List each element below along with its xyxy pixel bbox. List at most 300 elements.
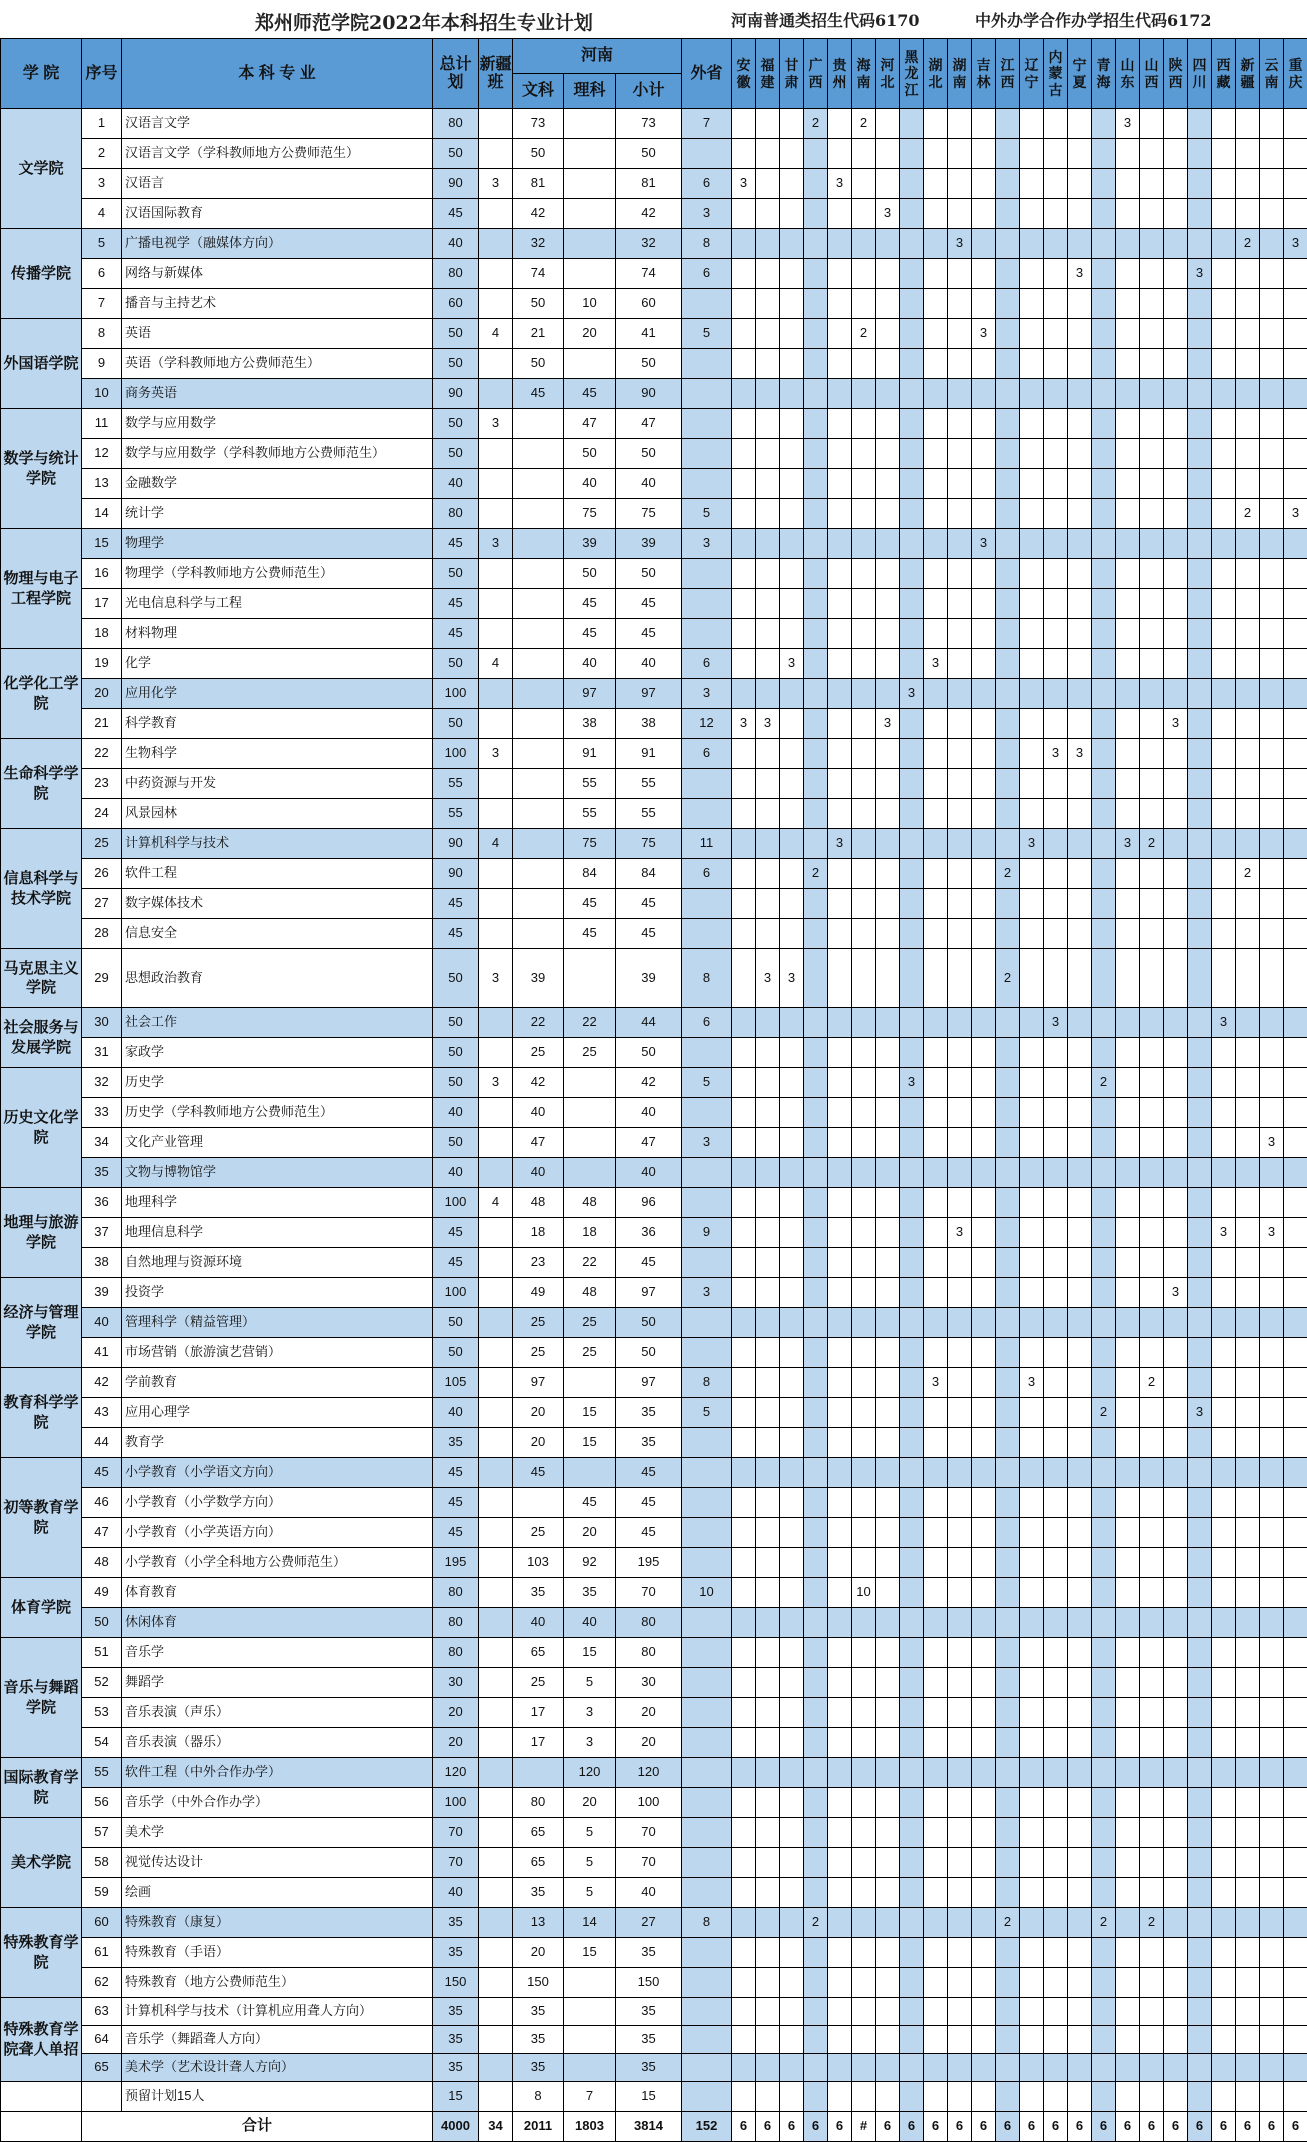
province-count bbox=[1020, 1698, 1044, 1728]
province-count bbox=[828, 1758, 852, 1788]
province-count bbox=[1140, 1758, 1164, 1788]
province-count bbox=[1212, 1158, 1236, 1188]
province-count bbox=[1068, 1728, 1092, 1758]
header-province: 河北 bbox=[876, 39, 900, 109]
province-count bbox=[780, 1548, 804, 1578]
province-count bbox=[924, 559, 948, 589]
out-province-total: 7 bbox=[682, 109, 732, 139]
province-count bbox=[876, 949, 900, 1008]
province-count bbox=[1092, 1758, 1116, 1788]
out-province-total: 3 bbox=[682, 1128, 732, 1158]
province-count bbox=[876, 379, 900, 409]
province-count bbox=[828, 229, 852, 259]
row-no: 4 bbox=[82, 199, 122, 229]
province-count bbox=[876, 1368, 900, 1398]
total-plan: 45 bbox=[433, 1518, 479, 1548]
subtotal: 97 bbox=[616, 1278, 682, 1308]
province-count bbox=[1260, 769, 1284, 799]
province-count bbox=[828, 709, 852, 739]
province-count bbox=[756, 1338, 780, 1368]
province-count bbox=[876, 1488, 900, 1518]
province-count bbox=[804, 199, 828, 229]
province-count bbox=[876, 1968, 900, 1998]
province-count bbox=[804, 1698, 828, 1728]
total-wen: 2011 bbox=[513, 2112, 564, 2142]
wen-count bbox=[513, 559, 564, 589]
province-count bbox=[972, 469, 996, 499]
province-count bbox=[732, 469, 756, 499]
province-count bbox=[1260, 1248, 1284, 1278]
province-count bbox=[1164, 1938, 1188, 1968]
total-total: 4000 bbox=[433, 2112, 479, 2142]
province-count bbox=[756, 109, 780, 139]
province-count bbox=[1188, 229, 1212, 259]
out-province-total bbox=[682, 1458, 732, 1488]
province-count bbox=[948, 739, 972, 769]
province-count bbox=[1116, 409, 1140, 439]
province-count bbox=[972, 739, 996, 769]
province-count bbox=[828, 1638, 852, 1668]
out-province-total bbox=[682, 1938, 732, 1968]
province-count bbox=[996, 1218, 1020, 1248]
table-row bbox=[1, 1968, 1307, 1998]
college-empty bbox=[1, 2112, 82, 2142]
province-count bbox=[1116, 379, 1140, 409]
province-count bbox=[1284, 1998, 1307, 2026]
row-no: 59 bbox=[82, 1878, 122, 1908]
province-count bbox=[1092, 349, 1116, 379]
province-count bbox=[1020, 1788, 1044, 1818]
major-name: 市场营销（旅游演艺营销） bbox=[122, 1338, 433, 1368]
province-count bbox=[732, 529, 756, 559]
province-count bbox=[780, 259, 804, 289]
province-count bbox=[1260, 589, 1284, 619]
province-count bbox=[1092, 409, 1116, 439]
province-count bbox=[900, 1818, 924, 1848]
major-name: 广播电视学（融媒体方向） bbox=[122, 229, 433, 259]
province-count bbox=[1164, 1128, 1188, 1158]
major-name: 小学教育（小学数学方向） bbox=[122, 1488, 433, 1518]
province-count bbox=[1044, 1878, 1068, 1908]
college-name: 社会服务与发展学院 bbox=[1, 1008, 82, 1068]
province-count bbox=[900, 499, 924, 529]
wen-count bbox=[513, 709, 564, 739]
province-count bbox=[1284, 919, 1307, 949]
province-count bbox=[1068, 1548, 1092, 1578]
province-count bbox=[924, 1698, 948, 1728]
province-count bbox=[1116, 559, 1140, 589]
college-name: 数学与统计学院 bbox=[1, 409, 82, 529]
province-count bbox=[1092, 1098, 1116, 1128]
province-count: 3 bbox=[948, 1218, 972, 1248]
province-count bbox=[1068, 2026, 1092, 2054]
header-province: 湖北 bbox=[924, 39, 948, 109]
province-count bbox=[1116, 1608, 1140, 1638]
province-count bbox=[1116, 289, 1140, 319]
province-count bbox=[1116, 1248, 1140, 1278]
province-count bbox=[948, 289, 972, 319]
province-count bbox=[780, 1398, 804, 1428]
province-count bbox=[1020, 649, 1044, 679]
province-count bbox=[1140, 1428, 1164, 1458]
province-count bbox=[804, 1008, 828, 1038]
province-count bbox=[1116, 199, 1140, 229]
province-count bbox=[1236, 1218, 1260, 1248]
major-name: 小学教育（小学全科地方公费师范生） bbox=[122, 1548, 433, 1578]
table-row bbox=[1, 1668, 1307, 1698]
province-count bbox=[1044, 1098, 1068, 1128]
province-count bbox=[1068, 199, 1092, 229]
province-count bbox=[948, 499, 972, 529]
province-count bbox=[828, 919, 852, 949]
major-name: 生物科学 bbox=[122, 739, 433, 769]
row-no: 53 bbox=[82, 1698, 122, 1728]
province-count bbox=[996, 409, 1020, 439]
province-count bbox=[924, 1578, 948, 1608]
province-count bbox=[828, 1248, 852, 1278]
province-count bbox=[1068, 1788, 1092, 1818]
out-province-total: 5 bbox=[682, 499, 732, 529]
subtotal: 75 bbox=[616, 829, 682, 859]
table-row bbox=[1, 769, 1307, 799]
province-count bbox=[1116, 1578, 1140, 1608]
province-count bbox=[852, 919, 876, 949]
subtotal: 20 bbox=[616, 1698, 682, 1728]
province-count bbox=[1020, 1518, 1044, 1548]
college-name: 物理与电子工程学院 bbox=[1, 529, 82, 649]
major-name: 应用化学 bbox=[122, 679, 433, 709]
province-count bbox=[1044, 169, 1068, 199]
province-count bbox=[1020, 1188, 1044, 1218]
province-count bbox=[1092, 1518, 1116, 1548]
province-count bbox=[732, 2082, 756, 2112]
province-count bbox=[756, 1188, 780, 1218]
province-count bbox=[1068, 349, 1092, 379]
province-count bbox=[1092, 1728, 1116, 1758]
major-name: 信息安全 bbox=[122, 919, 433, 949]
province-count bbox=[1212, 769, 1236, 799]
total-plan: 50 bbox=[433, 1338, 479, 1368]
xinjiang-count bbox=[479, 1218, 513, 1248]
province-count bbox=[1164, 769, 1188, 799]
province-count: 3 bbox=[828, 169, 852, 199]
province-count bbox=[1260, 1278, 1284, 1308]
province-count bbox=[996, 379, 1020, 409]
province-count bbox=[828, 1158, 852, 1188]
out-province-total: 6 bbox=[682, 1008, 732, 1038]
header-province: 吉林 bbox=[972, 39, 996, 109]
province-count bbox=[852, 1908, 876, 1938]
row-no: 36 bbox=[82, 1188, 122, 1218]
province-count bbox=[756, 649, 780, 679]
subtotal: 41 bbox=[616, 319, 682, 349]
province-count bbox=[732, 1608, 756, 1638]
province-count bbox=[1284, 769, 1307, 799]
province-count bbox=[732, 1218, 756, 1248]
subtotal: 97 bbox=[616, 679, 682, 709]
province-count bbox=[876, 139, 900, 169]
subtotal: 81 bbox=[616, 169, 682, 199]
wen-count: 50 bbox=[513, 289, 564, 319]
major-name: 特殊教育（手语） bbox=[122, 1938, 433, 1968]
province-count bbox=[1284, 469, 1307, 499]
row-no: 38 bbox=[82, 1248, 122, 1278]
province-count bbox=[1188, 1968, 1212, 1998]
li-count: 50 bbox=[564, 559, 616, 589]
province-count bbox=[1212, 469, 1236, 499]
province-count bbox=[1236, 739, 1260, 769]
province-count bbox=[1044, 1278, 1068, 1308]
province-count bbox=[780, 169, 804, 199]
row-no: 65 bbox=[82, 2054, 122, 2082]
total-plan: 50 bbox=[433, 949, 479, 1008]
province-count bbox=[1188, 109, 1212, 139]
province-count bbox=[1068, 919, 1092, 949]
province-total: 6 bbox=[948, 2112, 972, 2142]
province-count bbox=[1188, 1728, 1212, 1758]
province-count bbox=[1044, 1578, 1068, 1608]
province-count bbox=[900, 1878, 924, 1908]
province-count bbox=[948, 169, 972, 199]
wen-count bbox=[513, 1488, 564, 1518]
province-count bbox=[1260, 949, 1284, 1008]
province-count bbox=[1068, 1368, 1092, 1398]
province-count bbox=[900, 769, 924, 799]
province-count bbox=[1284, 349, 1307, 379]
province-count bbox=[972, 1578, 996, 1608]
province-count bbox=[900, 1698, 924, 1728]
province-count bbox=[948, 2082, 972, 2112]
province-count bbox=[1284, 949, 1307, 1008]
wen-count: 20 bbox=[513, 1938, 564, 1968]
province-count bbox=[1164, 1968, 1188, 1998]
province-count: 3 bbox=[1164, 709, 1188, 739]
province-count bbox=[1044, 229, 1068, 259]
province-count bbox=[1068, 1608, 1092, 1638]
province-count bbox=[1188, 1428, 1212, 1458]
province-count bbox=[804, 889, 828, 919]
province-count bbox=[900, 319, 924, 349]
province-count bbox=[996, 1458, 1020, 1488]
row-no: 62 bbox=[82, 1968, 122, 1998]
province-count bbox=[1260, 1908, 1284, 1938]
table-row bbox=[1, 1068, 1307, 1098]
province-count bbox=[1092, 1218, 1116, 1248]
out-province-total bbox=[682, 1848, 732, 1878]
province-count bbox=[924, 529, 948, 559]
out-province-total bbox=[682, 1758, 732, 1788]
province-count bbox=[732, 1878, 756, 1908]
out-province-total bbox=[682, 1188, 732, 1218]
province-count bbox=[996, 139, 1020, 169]
province-count bbox=[732, 1908, 756, 1938]
table-row bbox=[1, 949, 1307, 1008]
province-count bbox=[876, 1038, 900, 1068]
province-count bbox=[1068, 1878, 1092, 1908]
wen-count: 18 bbox=[513, 1218, 564, 1248]
province-count bbox=[1140, 559, 1164, 589]
province-count bbox=[828, 1308, 852, 1338]
province-count: 2 bbox=[996, 949, 1020, 1008]
province-count bbox=[1092, 1578, 1116, 1608]
wen-count: 48 bbox=[513, 1188, 564, 1218]
province-count bbox=[852, 1848, 876, 1878]
province-count bbox=[876, 1308, 900, 1338]
province-count bbox=[1164, 1008, 1188, 1038]
province-count bbox=[1236, 529, 1260, 559]
province-count: 3 bbox=[780, 949, 804, 1008]
subtotal: 80 bbox=[616, 1608, 682, 1638]
province-count bbox=[780, 1998, 804, 2026]
province-count bbox=[1116, 1488, 1140, 1518]
province-count bbox=[852, 529, 876, 559]
province-count bbox=[1260, 169, 1284, 199]
province-count bbox=[804, 1788, 828, 1818]
province-count bbox=[876, 649, 900, 679]
province-count bbox=[756, 859, 780, 889]
province-count bbox=[732, 919, 756, 949]
province-count bbox=[1188, 319, 1212, 349]
province-count: 3 bbox=[1188, 259, 1212, 289]
province-count bbox=[1212, 679, 1236, 709]
table-row bbox=[1, 199, 1307, 229]
province-count bbox=[732, 379, 756, 409]
province-count bbox=[972, 709, 996, 739]
province-count bbox=[1284, 1068, 1307, 1098]
province-count bbox=[924, 1548, 948, 1578]
province-count bbox=[1188, 649, 1212, 679]
xinjiang-count bbox=[479, 379, 513, 409]
subtotal: 96 bbox=[616, 1188, 682, 1218]
province-count bbox=[972, 1278, 996, 1308]
college-name: 音乐与舞蹈学院 bbox=[1, 1638, 82, 1758]
province-count bbox=[1164, 859, 1188, 889]
province-count bbox=[1284, 1638, 1307, 1668]
li-count bbox=[564, 229, 616, 259]
province-count bbox=[876, 109, 900, 139]
header-province: 黑龙江 bbox=[900, 39, 924, 109]
total-plan: 45 bbox=[433, 919, 479, 949]
province-count bbox=[1212, 439, 1236, 469]
major-name: 英语（学科教师地方公费师范生） bbox=[122, 349, 433, 379]
province-count bbox=[900, 1038, 924, 1068]
province-count bbox=[1116, 1668, 1140, 1698]
province-count bbox=[900, 829, 924, 859]
province-count bbox=[948, 1908, 972, 1938]
province-count bbox=[1260, 1158, 1284, 1188]
province-count bbox=[1140, 709, 1164, 739]
li-count: 97 bbox=[564, 679, 616, 709]
province-count bbox=[1164, 109, 1188, 139]
subtotal: 50 bbox=[616, 139, 682, 169]
province-count bbox=[876, 1098, 900, 1128]
province-count bbox=[1116, 1908, 1140, 1938]
header-li: 理科 bbox=[564, 74, 616, 109]
province-count bbox=[948, 1188, 972, 1218]
province-count bbox=[828, 469, 852, 499]
province-count bbox=[1020, 2054, 1044, 2082]
province-count bbox=[852, 949, 876, 1008]
li-count: 7 bbox=[564, 2082, 616, 2112]
province-count bbox=[1260, 469, 1284, 499]
province-count bbox=[1236, 259, 1260, 289]
province-count bbox=[780, 499, 804, 529]
province-count bbox=[1188, 2054, 1212, 2082]
province-count bbox=[1068, 1518, 1092, 1548]
province-count bbox=[1236, 409, 1260, 439]
province-count bbox=[828, 1518, 852, 1548]
province-count bbox=[756, 1938, 780, 1968]
province-count bbox=[1260, 1428, 1284, 1458]
province-count bbox=[780, 679, 804, 709]
total-plan: 35 bbox=[433, 2054, 479, 2082]
province-count bbox=[1188, 1548, 1212, 1578]
province-count bbox=[732, 1698, 756, 1728]
province-count bbox=[1284, 1458, 1307, 1488]
province-count bbox=[1044, 1998, 1068, 2026]
province-count bbox=[1236, 1338, 1260, 1368]
province-count bbox=[852, 1518, 876, 1548]
province-count bbox=[732, 1668, 756, 1698]
province-count bbox=[1092, 2026, 1116, 2054]
row-no: 19 bbox=[82, 649, 122, 679]
province-count bbox=[1236, 1248, 1260, 1278]
xinjiang-count bbox=[479, 1248, 513, 1278]
province-count bbox=[948, 139, 972, 169]
province-total: 6 bbox=[1164, 2112, 1188, 2142]
table-row bbox=[1, 1548, 1307, 1578]
province-count bbox=[1092, 1638, 1116, 1668]
subtotal: 55 bbox=[616, 799, 682, 829]
province-count bbox=[1260, 2054, 1284, 2082]
province-count bbox=[1188, 1488, 1212, 1518]
subtotal: 50 bbox=[616, 559, 682, 589]
province-count bbox=[924, 589, 948, 619]
li-count: 15 bbox=[564, 1398, 616, 1428]
table-row bbox=[1, 1128, 1307, 1158]
province-count bbox=[924, 1488, 948, 1518]
out-province-total bbox=[682, 2054, 732, 2082]
subtotal: 45 bbox=[616, 589, 682, 619]
major-name: 商务英语 bbox=[122, 379, 433, 409]
province-count bbox=[900, 1218, 924, 1248]
wen-count bbox=[513, 1758, 564, 1788]
province-count bbox=[756, 1728, 780, 1758]
province-count bbox=[876, 1698, 900, 1728]
province-count bbox=[996, 799, 1020, 829]
province-count bbox=[756, 829, 780, 859]
province-count bbox=[1116, 619, 1140, 649]
province-count bbox=[996, 1608, 1020, 1638]
province-count bbox=[852, 379, 876, 409]
province-count bbox=[828, 619, 852, 649]
xinjiang-count bbox=[479, 1638, 513, 1668]
province-count bbox=[1044, 1428, 1068, 1458]
province-count bbox=[1164, 319, 1188, 349]
table-row bbox=[1, 1938, 1307, 1968]
province-count bbox=[1092, 559, 1116, 589]
li-count: 48 bbox=[564, 1188, 616, 1218]
province-count bbox=[780, 919, 804, 949]
major-name: 网络与新媒体 bbox=[122, 259, 433, 289]
table-row bbox=[1, 559, 1307, 589]
province-count bbox=[972, 1818, 996, 1848]
province-count bbox=[1284, 529, 1307, 559]
li-count bbox=[564, 2026, 616, 2054]
province-count bbox=[1068, 529, 1092, 559]
province-count bbox=[924, 1278, 948, 1308]
province-count bbox=[1260, 1458, 1284, 1488]
